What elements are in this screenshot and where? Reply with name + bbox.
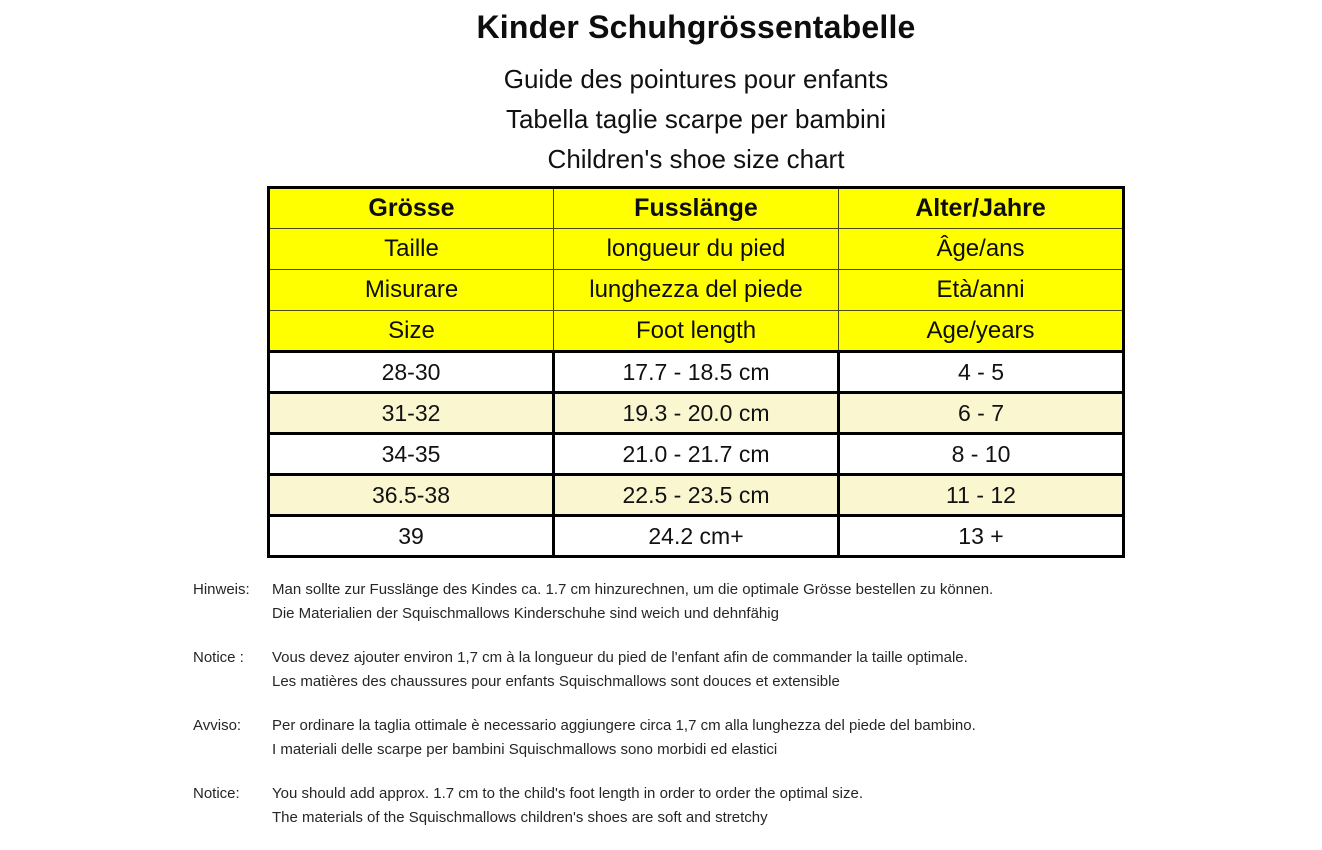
cell-size: 31-32 — [269, 393, 554, 434]
header-cell-age: Età/anni — [839, 270, 1124, 311]
header-cell-size: Taille — [269, 229, 554, 270]
note-italian — [193, 714, 1253, 762]
cell-age: 13 + — [839, 516, 1124, 557]
header-cell-foot-length: Foot length — [554, 311, 839, 352]
header-cell-size: Size — [269, 311, 554, 352]
table-row — [269, 516, 1124, 557]
table-row — [269, 434, 1124, 475]
note-english — [193, 782, 1253, 830]
cell-size: 34-35 — [269, 434, 554, 475]
cell-age: 6 - 7 — [839, 393, 1124, 434]
note-line: The materials of the Squischmallows children's shoes are soft and stretchy — [272, 809, 768, 826]
cell-size: 36.5-38 — [269, 475, 554, 516]
shoe-size-table — [267, 186, 1125, 558]
cell-age: 4 - 5 — [839, 352, 1124, 393]
cell-foot-length: 22.5 - 23.5 cm — [554, 475, 839, 516]
cell-size: 28-30 — [269, 352, 554, 393]
note-line: Les matières des chaussures pour enfants Squischmallows sont douces et extensible — [272, 673, 840, 690]
cell-foot-length: 21.0 - 21.7 cm — [554, 434, 839, 475]
note-german — [193, 578, 1253, 626]
cell-foot-length: 17.7 - 18.5 cm — [554, 352, 839, 393]
note-label: Avviso: — [193, 717, 242, 734]
note-label: Notice : — [193, 649, 244, 666]
header-cell-age: Âge/ans — [839, 229, 1124, 270]
note-line: Vous devez ajouter environ 1,7 cm à la longueur du pied de l'enfant afin de commander la taille optimale. — [272, 649, 968, 666]
header-cell-size: Misurare — [269, 270, 554, 311]
header-row-french — [269, 229, 1124, 270]
note-line: Die Materialien der Squischmallows Kinderschuhe sind weich und dehnfähig — [272, 605, 779, 622]
subtitle-english: Children's shoe size chart — [547, 144, 845, 174]
subtitle-italian: Tabella taglie scarpe per bambini — [505, 104, 887, 134]
header-row-english — [269, 311, 1124, 352]
header-row-german — [269, 188, 1124, 229]
cell-age: 11 - 12 — [839, 475, 1124, 516]
subtitle-group — [267, 59, 1125, 179]
size-chart-document — [267, 0, 1125, 558]
header-cell-size: Grösse — [269, 188, 554, 229]
page-title: Kinder Schuhgrössentabelle — [476, 9, 916, 45]
table-row — [269, 352, 1124, 393]
header-cell-age: Alter/Jahre — [839, 188, 1124, 229]
note-text — [272, 646, 1253, 694]
note-french — [193, 646, 1253, 694]
table-header — [269, 188, 1124, 352]
note-line: Per ordinare la taglia ottimale è necessario aggiungere circa 1,7 cm alla lunghezza del piede del bambino. — [272, 717, 976, 734]
note-label: Notice: — [193, 785, 240, 802]
table-body — [269, 352, 1124, 557]
note-line: Man sollte zur Fusslänge des Kindes ca. 1.7 cm hinzurechnen, um die optimale Grösse bestellen zu können. — [272, 581, 994, 598]
cell-foot-length: 19.3 - 20.0 cm — [554, 393, 839, 434]
table-row — [269, 393, 1124, 434]
header-cell-foot-length: longueur du pied — [554, 229, 839, 270]
header-row-italian — [269, 270, 1124, 311]
note-text — [272, 714, 1253, 762]
header-cell-foot-length: lunghezza del piede — [554, 270, 839, 311]
note-line: I materiali delle scarpe per bambini Squischmallows sono morbidi ed elastici — [272, 741, 778, 758]
cell-size: 39 — [269, 516, 554, 557]
footnotes-section — [193, 578, 1253, 850]
cell-foot-length: 24.2 cm+ — [554, 516, 839, 557]
note-text — [272, 578, 1253, 626]
header-cell-foot-length: Fusslänge — [554, 188, 839, 229]
table-row — [269, 475, 1124, 516]
note-label: Hinweis: — [193, 581, 250, 598]
note-text — [272, 782, 1253, 830]
note-line: You should add approx. 1.7 cm to the child's foot length in order to order the optimal size. — [272, 785, 863, 802]
cell-age: 8 - 10 — [839, 434, 1124, 475]
subtitle-french: Guide des pointures pour enfants — [503, 64, 889, 94]
header-cell-age: Age/years — [839, 311, 1124, 352]
